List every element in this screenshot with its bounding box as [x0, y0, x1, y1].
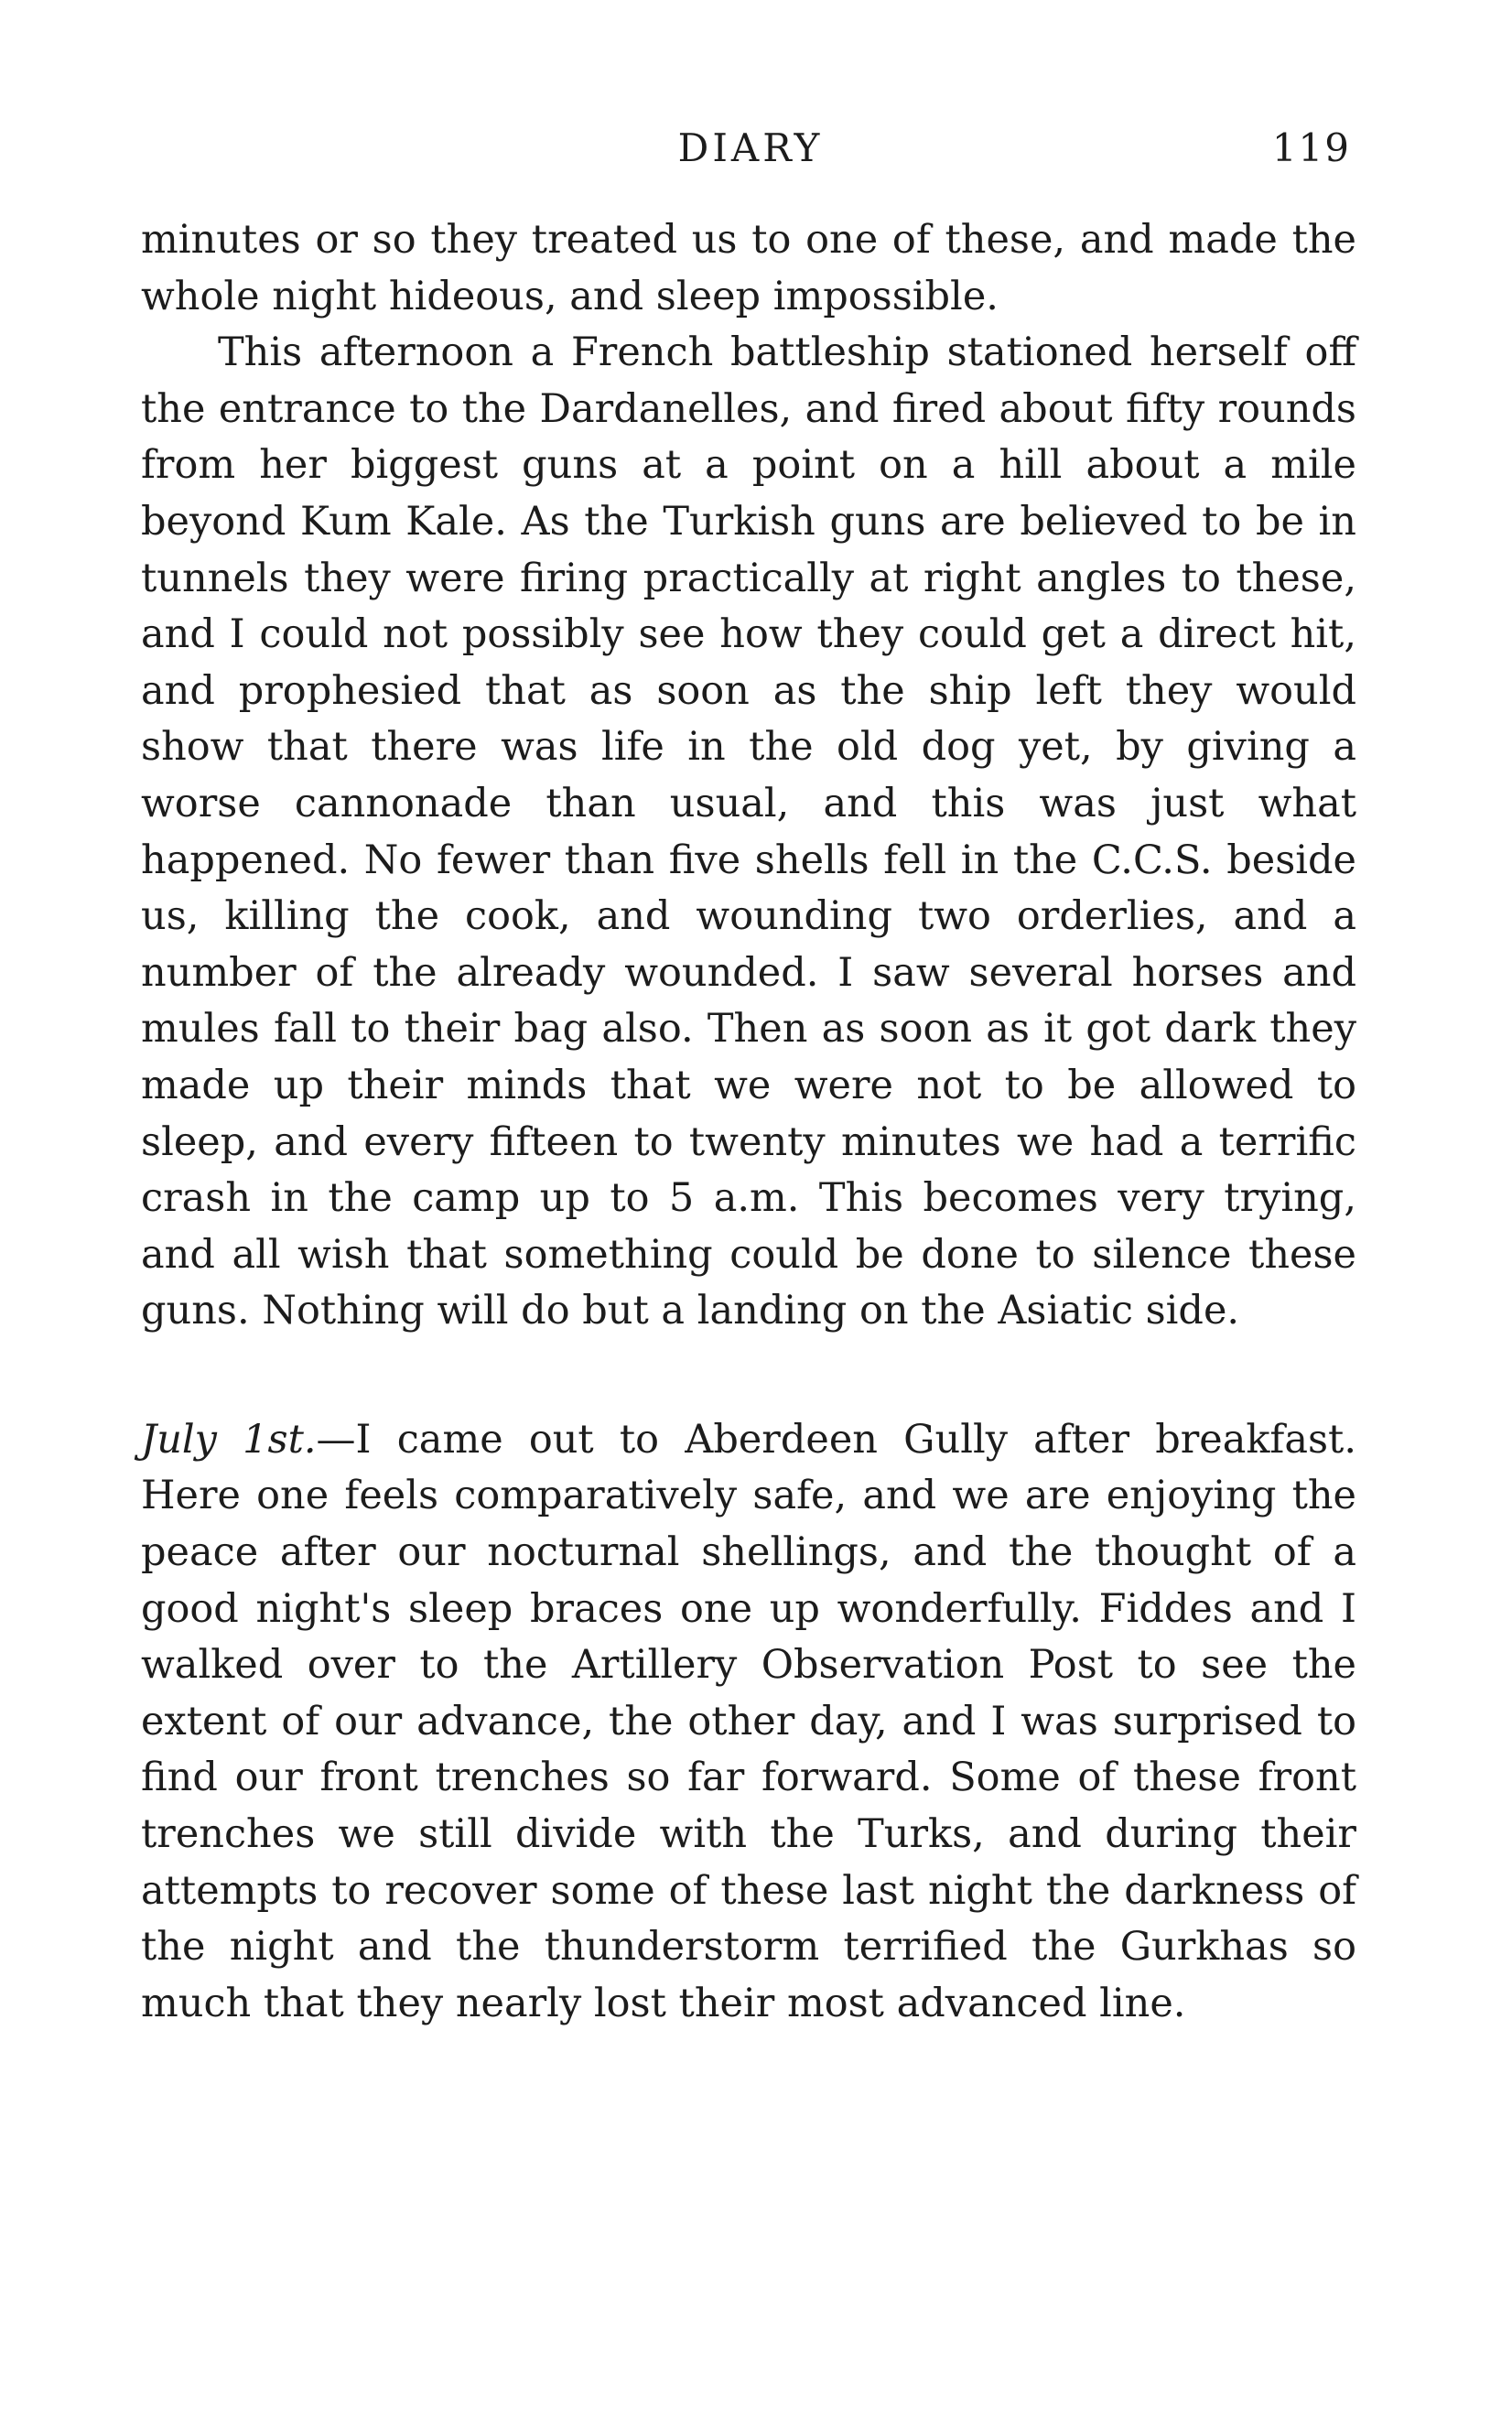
diary-entry-july-1st [141, 1412, 1356, 2033]
page-number: 119 [1271, 125, 1351, 170]
entry-text: —I came out to Aberdeen Gully after breakfast. Here one feels comparatively safe, and we are enjoying the peace after our nocturnal shellings, and the thought of a good night's sleep braces one up wonderfully. Fiddes and I walked over to the Artillery Observation Post to see the extent of our advance, the other day, and I was surprised to find our front trenches so far forward. Some of these front trenches we still divide with the Turks, and during their attempts to recover some of these last night the darkness of the night and the thunderstorm terrified the Gurkhas so much that they nearly lost their most advanced line. [141, 1416, 1356, 2026]
paragraph-continuation: minutes or so they treated us to one of these, and made the whole night hideous, and sleep impossible. [141, 217, 1356, 319]
running-header [0, 121, 1512, 176]
paragraph-battleship-bombardment: This afternoon a French battleship stationed herself off the entrance to the Dardanelles, and fired about fifty rounds from her biggest guns at a point on a hill about a mile beyond Kum Kale. As the Turkish guns are believed to be in tunnels they were firing practically at right angles to these, and I could not possibly see how they could get a direct hit, and prophesied that as soon as the ship left they would show that there was life in the old dog yet, by giving a worse cannonade than usual, and this was just what happened. No fewer than five shells fell in the C.C.S. beside us, killing the cook, and wounding two orderlies, and a number of the already wounded. I saw several horses and mules fall to their bag also. Then as soon as it got dark they made up their minds that we were not to be allowed to sleep, and every fifteen to twenty minutes we had a terrific crash in the camp up to 5 a.m. This becomes very trying, and all wish that something could be done to silence these guns. Nothing will do but a landing on the Asiatic side. [141, 329, 1356, 1334]
body-text [141, 212, 1356, 2032]
running-title: DIARY [677, 125, 824, 170]
entry-date: July 1st. [141, 1416, 317, 1463]
